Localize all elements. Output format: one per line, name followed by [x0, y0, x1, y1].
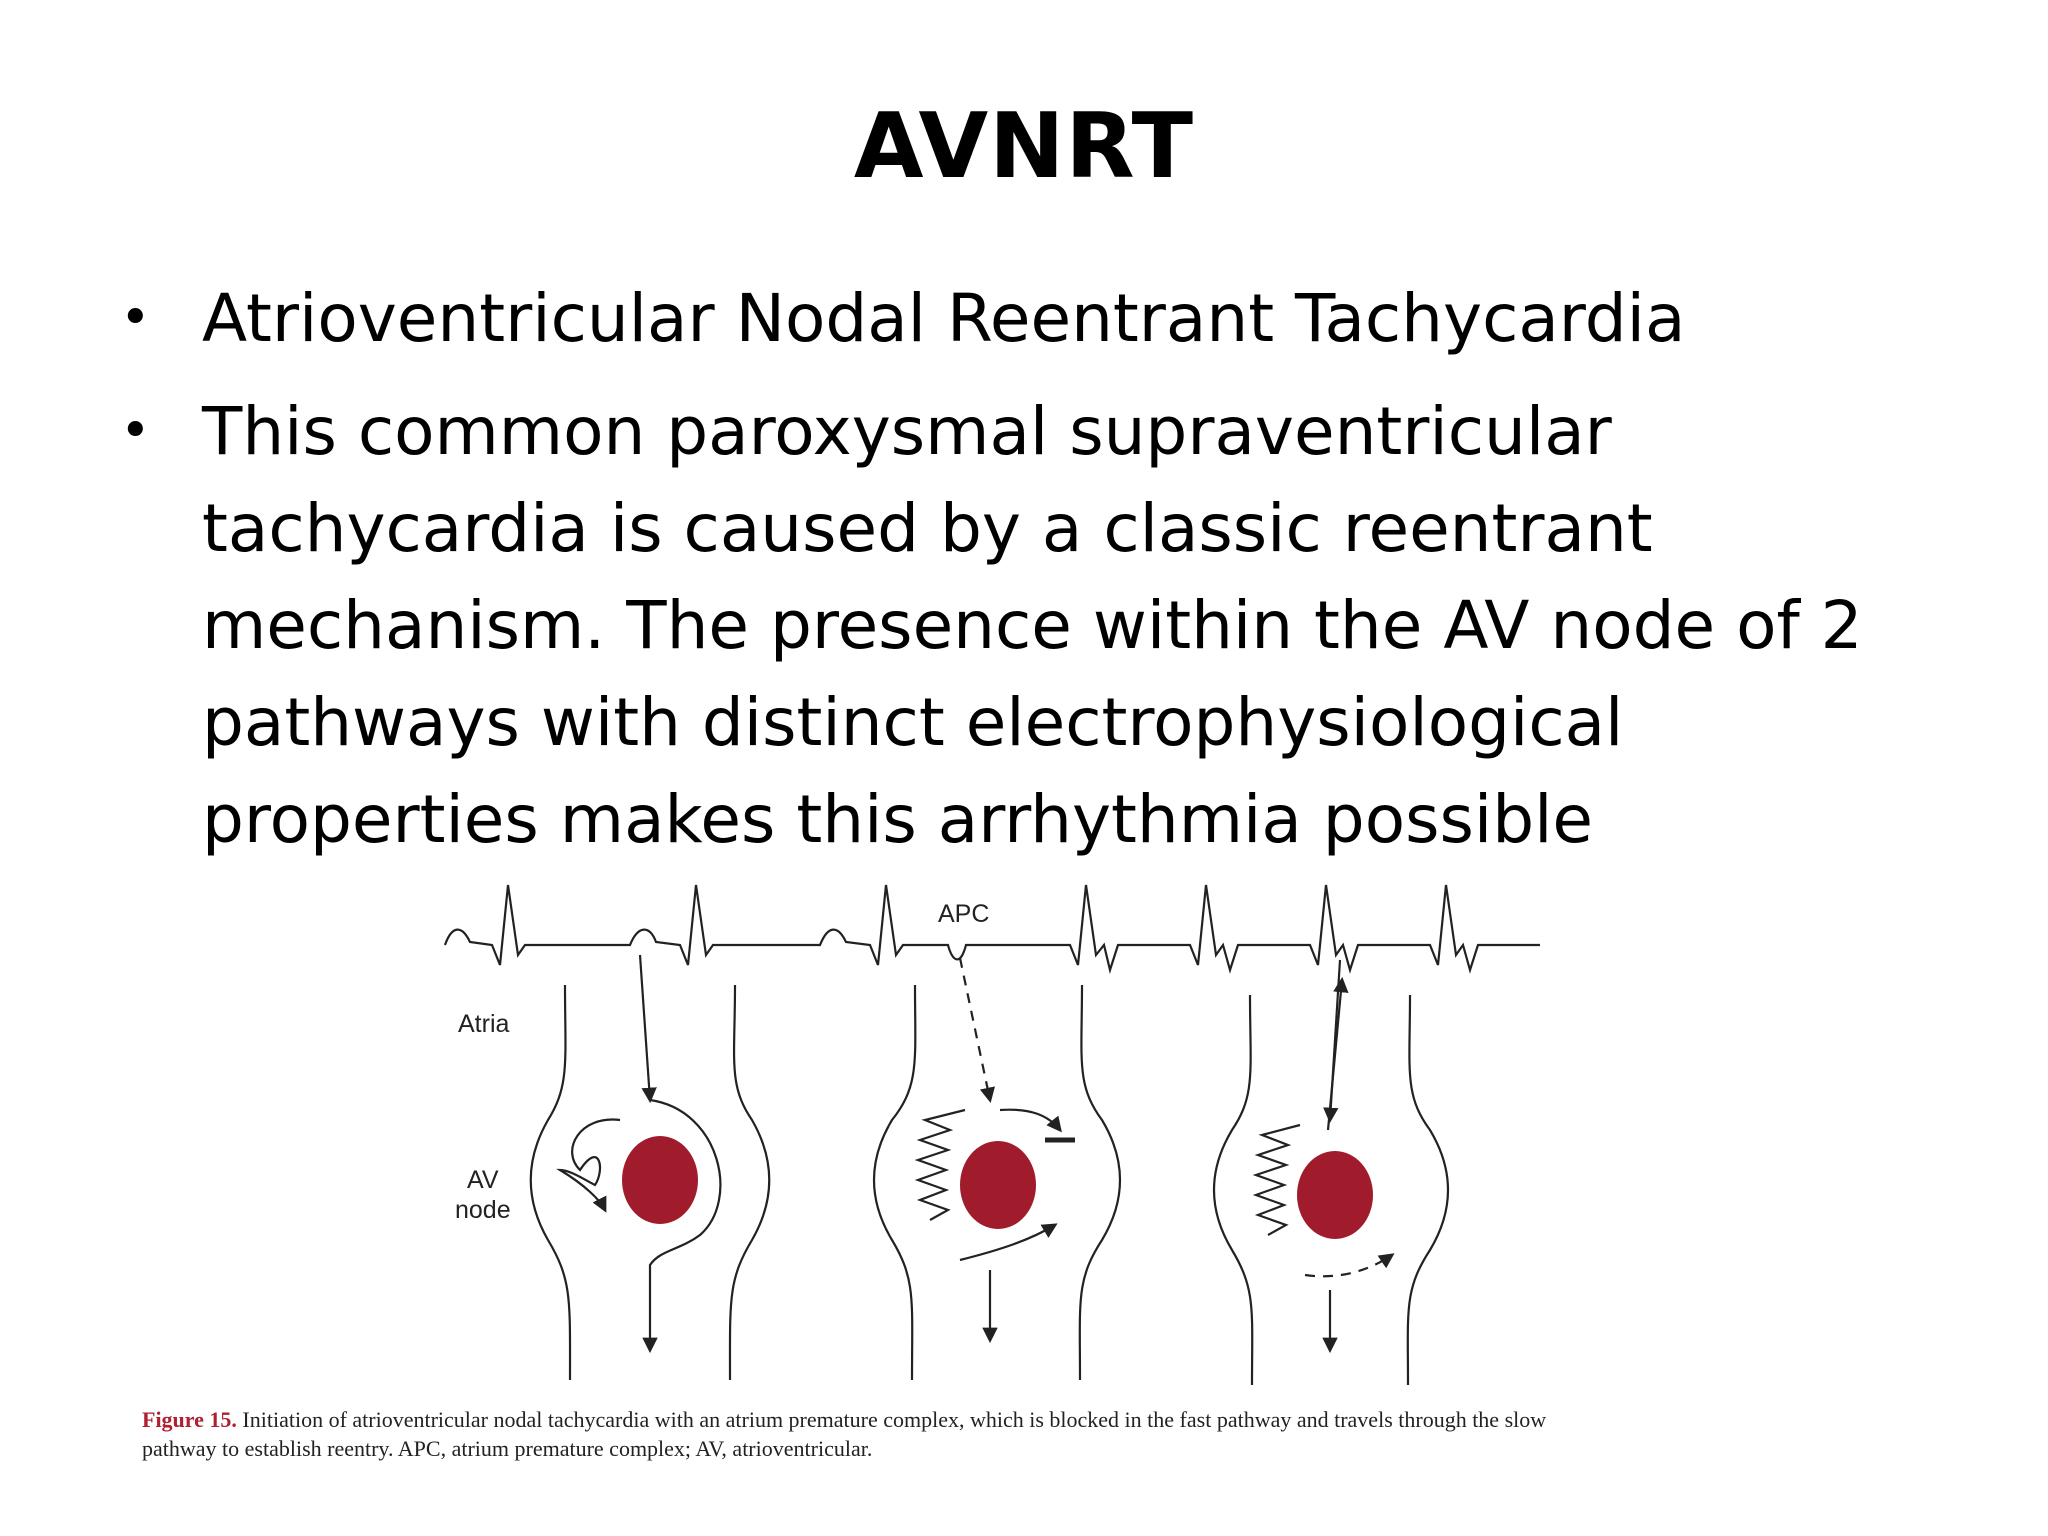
av-node-core: [1297, 1151, 1373, 1239]
panel-apc-blocked: [874, 958, 1120, 1380]
caption-line-1: [142, 1405, 1862, 1434]
reentry-return-arc: [960, 1225, 1055, 1260]
bullet-text: Atrioventricular Nodal Reentrant Tachycardia: [202, 280, 1686, 357]
bullet-text-line: properties makes this arrhythmia possible: [202, 781, 1594, 858]
av-node-core: [622, 1136, 698, 1224]
bullet-dot-icon: •: [120, 288, 151, 348]
av-node-outline-right: [1408, 995, 1448, 1385]
bullet-text-line: This common paroxysmal supraventricular: [202, 393, 1612, 470]
av-node-label-line1: AV: [467, 1166, 499, 1194]
slow-pathway-arrow: [560, 1120, 620, 1210]
apc-dashed-arrow: [960, 958, 990, 1100]
av-node-outline-left: [531, 985, 570, 1380]
apc-label: APC: [938, 900, 990, 928]
block-arc: [1000, 1110, 1060, 1130]
slow-pathway-zigzag: [1256, 1125, 1300, 1235]
caption-figure-label: Figure 15.: [142, 1407, 237, 1432]
bullet-dot-icon: •: [120, 401, 151, 461]
caption-text: Initiation of atrioventricular nodal tachycardia with an atrium premature complex, which is blocked in the fast pathway and travels through the slow: [236, 1407, 1547, 1432]
figure-caption: [142, 1405, 1862, 1463]
slide-title: AVNRT: [853, 94, 1195, 199]
retrograde-arrow-down: [1330, 960, 1340, 1120]
caption-line-2: pathway to establish reentry. APC, atrium premature complex; AV, atrioventricular.: [142, 1436, 873, 1461]
dashed-return-arc: [1305, 1255, 1392, 1276]
bullet-text-line: mechanism. The presence within the AV node of 2: [202, 587, 1863, 664]
atria-label: Atria: [458, 1010, 510, 1038]
ecg-trace: [445, 885, 1540, 970]
bullet-text-line: tachycardia is caused by a classic reentrant: [202, 490, 1653, 567]
av-node-core: [960, 1141, 1036, 1229]
bullet-text-line: pathways with distinct electrophysiological: [202, 684, 1624, 761]
slow-pathway-zigzag: [918, 1110, 965, 1220]
panel-normal-conduction: [531, 955, 770, 1380]
panel-reentry: [1214, 960, 1448, 1385]
av-node-outline-right: [1080, 985, 1120, 1380]
av-node-outline-right: [730, 985, 769, 1380]
av-node-outline-left: [1214, 995, 1252, 1385]
av-node-label-line2: node: [455, 1196, 511, 1224]
av-node-outline-left: [874, 985, 915, 1380]
fast-pathway-arrow: [640, 955, 650, 1100]
